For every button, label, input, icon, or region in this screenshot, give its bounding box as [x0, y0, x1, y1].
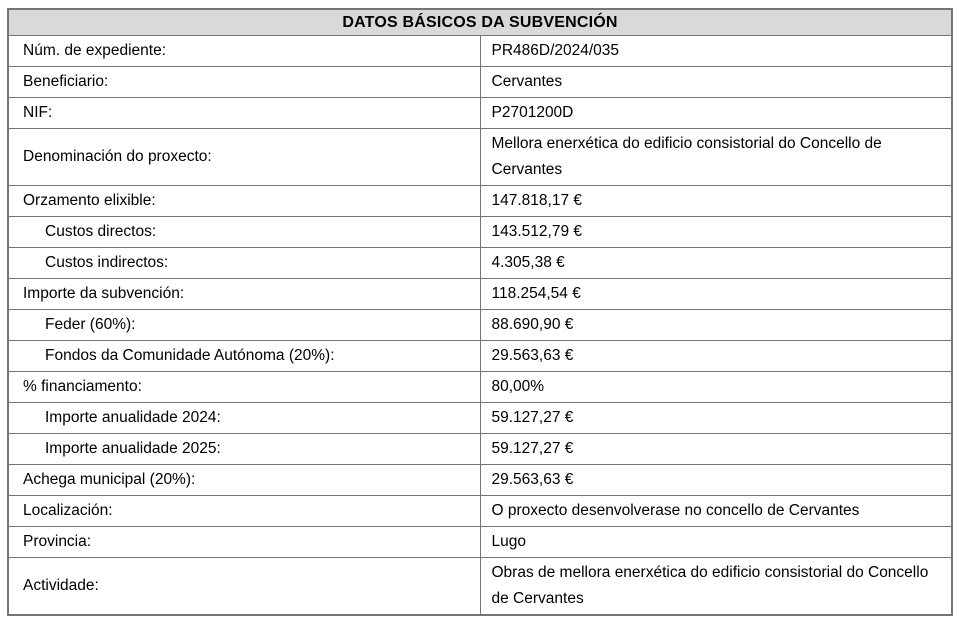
- table-row: [8, 465, 952, 496]
- row-value: 4.305,38 €: [480, 248, 952, 279]
- table-body: [8, 36, 952, 616]
- row-value: 59.127,27 €: [480, 434, 952, 465]
- table-title: DATOS BÁSICOS DA SUBVENCIÓN: [8, 9, 952, 36]
- table-row: [8, 129, 952, 186]
- row-label: Provincia:: [8, 527, 480, 558]
- row-label: Achega municipal (20%):: [8, 465, 480, 496]
- row-label: NIF:: [8, 98, 480, 129]
- table-row: [8, 496, 952, 527]
- table-row: [8, 248, 952, 279]
- row-value: 59.127,27 €: [480, 403, 952, 434]
- row-value: 80,00%: [480, 372, 952, 403]
- table-row: [8, 434, 952, 465]
- table-row: [8, 558, 952, 616]
- row-label: Denominación do proxecto:: [8, 129, 480, 186]
- row-value: Lugo: [480, 527, 952, 558]
- table-row: [8, 527, 952, 558]
- row-value: 88.690,90 €: [480, 310, 952, 341]
- row-value: 143.512,79 €: [480, 217, 952, 248]
- table-row: [8, 217, 952, 248]
- row-value: 29.563,63 €: [480, 341, 952, 372]
- row-value: 118.254,54 €: [480, 279, 952, 310]
- row-label: Importe anualidade 2025:: [8, 434, 480, 465]
- row-value: 29.563,63 €: [480, 465, 952, 496]
- table-row: [8, 372, 952, 403]
- table-row: [8, 310, 952, 341]
- row-label: Custos directos:: [8, 217, 480, 248]
- row-label: Localización:: [8, 496, 480, 527]
- table-header: [8, 9, 952, 36]
- row-label: Núm. de expediente:: [8, 36, 480, 67]
- row-label: % financiamento:: [8, 372, 480, 403]
- row-value: O proxecto desenvolverase no concello de Cervantes: [480, 496, 952, 527]
- table-row: [8, 403, 952, 434]
- subsidy-data-table: [7, 8, 953, 616]
- row-label: Actividade:: [8, 558, 480, 616]
- row-value: Mellora enerxética do edificio consistorial do Concello de Cervantes: [480, 129, 952, 186]
- table-row: [8, 279, 952, 310]
- table-row: [8, 98, 952, 129]
- row-label: Importe da subvención:: [8, 279, 480, 310]
- row-label: Importe anualidade 2024:: [8, 403, 480, 434]
- table-row: [8, 186, 952, 217]
- row-value: Obras de mellora enerxética do edificio consistorial do Concello de Cervantes: [480, 558, 952, 616]
- table-row: [8, 36, 952, 67]
- row-label: Beneficiario:: [8, 67, 480, 98]
- row-value: 147.818,17 €: [480, 186, 952, 217]
- row-label: Feder (60%):: [8, 310, 480, 341]
- row-label: Custos indirectos:: [8, 248, 480, 279]
- row-value: P2701200D: [480, 98, 952, 129]
- row-label: Orzamento elixible:: [8, 186, 480, 217]
- table-title-row: [8, 9, 952, 36]
- row-value: Cervantes: [480, 67, 952, 98]
- table-row: [8, 67, 952, 98]
- row-label: Fondos da Comunidade Autónoma (20%):: [8, 341, 480, 372]
- row-value: PR486D/2024/035: [480, 36, 952, 67]
- table-row: [8, 341, 952, 372]
